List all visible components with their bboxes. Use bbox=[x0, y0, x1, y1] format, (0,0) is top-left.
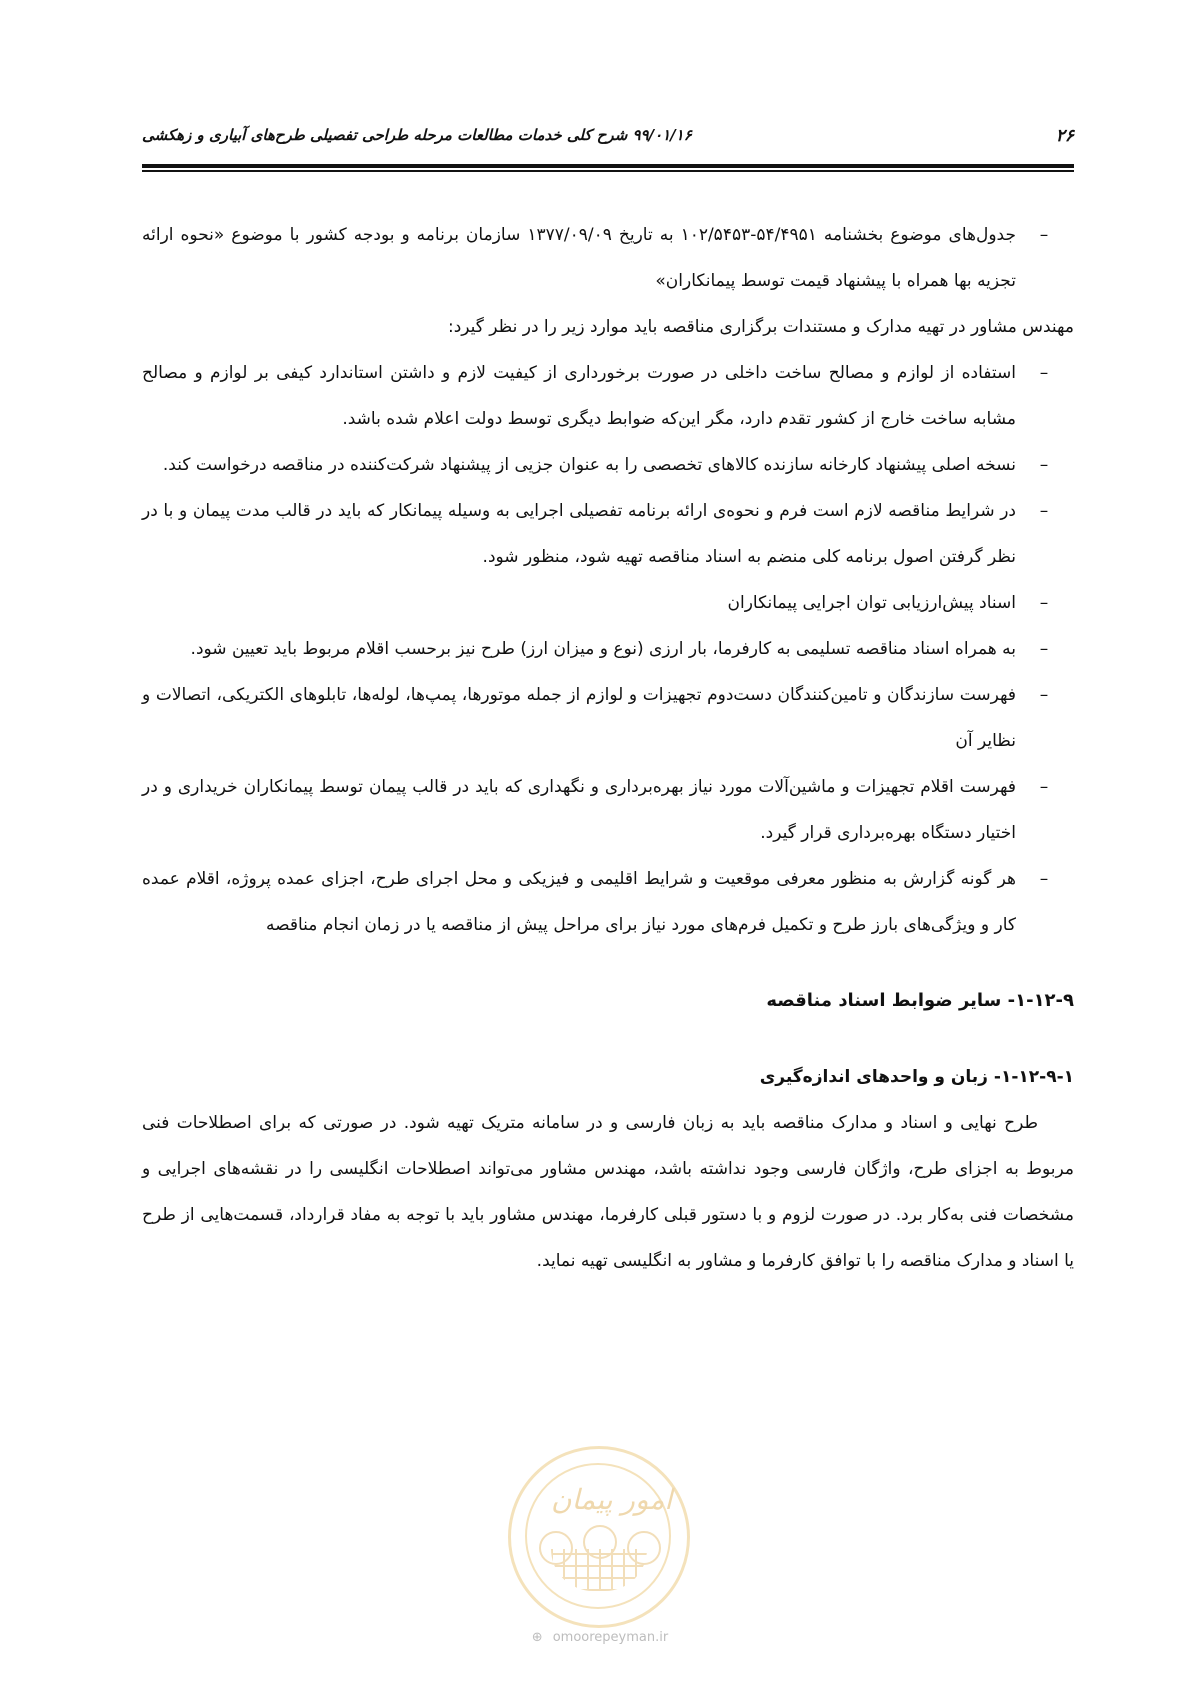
list-item-text: در شرایط مناقصه لازم است فرم و نحوه‌ی ارائه برنامه تفصیلی اجرایی به وسیله پیمانکار که باید در قالب مدت پیمان و با در نظر گرفتن اصول برنامه کلی منضم به اسناد مناقصه تهیه شود، منظور شود. bbox=[142, 501, 1016, 567]
page-number: ۲۶ bbox=[1055, 126, 1074, 146]
list-item-text: اسناد پیش‌ارزیابی توان اجرایی پیمانکاران bbox=[727, 593, 1016, 613]
list-item bbox=[142, 442, 1074, 488]
dash-icon: – bbox=[1039, 455, 1049, 475]
dash-icon: – bbox=[1039, 685, 1049, 705]
list-item bbox=[142, 488, 1074, 580]
body-paragraph: طرح نهایی و اسناد و مدارک مناقصه باید به زبان فارسی و در سامانه متریک تهیه شود. در صورتی که برای اصطلاحات فنی مربوط به اجزای طرح، واژگان فارسی وجود نداشته باشد، مهندس مشاور می‌تواند اصطلاحات انگلیسی را در نقشه‌های اجرایی و مشخصات فنی به‌کار برد. در صورت لزوم و با دستور قبلی کارفرما، مهندس مشاور باید با توجه به مفاد قرارداد، قسمت‌هایی از طرح یا اسناد و مدارک مناقصه را با توافق کارفرما و مشاور به انگلیسی تهیه نماید. bbox=[142, 1113, 1074, 1271]
dash-icon: – bbox=[1039, 639, 1049, 659]
dash-icon: – bbox=[1039, 869, 1049, 889]
list-item bbox=[142, 350, 1074, 442]
list-item-text: فهرست اقلام تجهیزات و ماشین‌آلات مورد نیاز بهره‌برداری و نگهداری که باید در قالب پیمان توسط پیمانکاران خریداری و در اختیار دستگاه بهره‌برداری قرار گیرد. bbox=[142, 777, 1016, 843]
dash-icon: – bbox=[1039, 593, 1049, 613]
list-item bbox=[142, 626, 1074, 672]
list-item-text: فهرست سازندگان و تامین‌کنندگان دست‌دوم تجهیزات و لوازم از جمله موتورها، پمپ‌ها، لوله‌ها، تابلوهای الکتریکی، اتصالات و نظایر آن bbox=[142, 685, 1016, 751]
dash-icon: – bbox=[1039, 225, 1049, 245]
globe-icon: ⊕ bbox=[531, 1630, 543, 1645]
list-item bbox=[142, 672, 1074, 764]
dash-icon: – bbox=[1039, 363, 1049, 383]
list-item bbox=[142, 764, 1074, 856]
section-heading: ۱-۱۲-۹- سایر ضوابط اسناد مناقصه bbox=[766, 990, 1074, 1011]
list-item-text: به همراه اسناد مناقصه تسلیمی به کارفرما، بار ارزی (نوع و میزان ارز) طرح نیز برحسب اقلام مربوط باید تعیین شود. bbox=[190, 639, 1016, 659]
header-rule-thick bbox=[142, 164, 1074, 168]
requirements-list bbox=[142, 350, 1074, 948]
dash-icon: – bbox=[1039, 777, 1049, 797]
page-header bbox=[142, 126, 1074, 154]
list-item-text: استفاده از لوازم و مصالح ساخت داخلی در صورت برخورداری از کیفیت لازم و داشتن استاندارد کیفی بر لوازم و مصالح مشابه ساخت خارج از کشور تقدم دارد، مگر این‌که ضوابط دیگری توسط دولت اعلام شده باشد. bbox=[142, 363, 1016, 429]
watermark-logo-text: امور پیمان bbox=[551, 1483, 673, 1516]
dash-icon: – bbox=[1039, 501, 1049, 521]
header-rule-thin bbox=[142, 170, 1074, 172]
top-bullet-list bbox=[142, 212, 1074, 304]
document-body bbox=[142, 212, 1074, 1284]
list-item bbox=[142, 856, 1074, 948]
list-item-text: هر گونه گزارش به منظور معرفی موقعیت و شرایط اقلیمی و فیزیکی و محل اجرای طرح، اجزای عمده پروژه، اقلام عمده کار و ویژگی‌های بارز طرح و تکمیل فرم‌های مورد نیاز برای مراحل پیش از مناقصه یا در زمان انجام مناقصه bbox=[142, 869, 1016, 935]
list-item-text: جدول‌های موضوع بخشنامه ۵۴/۴۹۵۱-۱۰۲/۵۴۵۳ به تاریخ ۱۳۷۷/۰۹/۰۹ سازمان برنامه و بودجه کشور با موضوع «نحوه ارائه تجزیه بها همراه با پیشنهاد قیمت توسط پیمانکاران» bbox=[142, 225, 1016, 291]
intro-paragraph: مهندس مشاور در تهیه مدارک و مستندات برگزاری مناقصه باید موارد زیر را در نظر گیرد: bbox=[447, 317, 1074, 337]
watermark-url: omoorepeyman.ir bbox=[552, 1630, 669, 1645]
running-title: ۹۹/۰۱/۱۶ شرح کلی خدمات مطالعات مرحله طراحی تفصیلی طرح‌های آبیاری و زهکشی bbox=[142, 126, 692, 144]
watermark-seal-icon bbox=[508, 1446, 690, 1628]
list-item bbox=[142, 212, 1074, 304]
watermark-caption bbox=[0, 1630, 1190, 1645]
list-item-text: نسخه اصلی پیشنهاد کارخانه سازنده کالاهای تخصصی را به عنوان جزیی از پیشنهاد شرکت‌کننده در مناقصه درخواست کند. bbox=[162, 455, 1016, 475]
list-item bbox=[142, 580, 1074, 626]
subsection-heading: ۱-۱۲-۹-۱- زبان و واحدهای اندازه‌گیری bbox=[759, 1067, 1074, 1087]
